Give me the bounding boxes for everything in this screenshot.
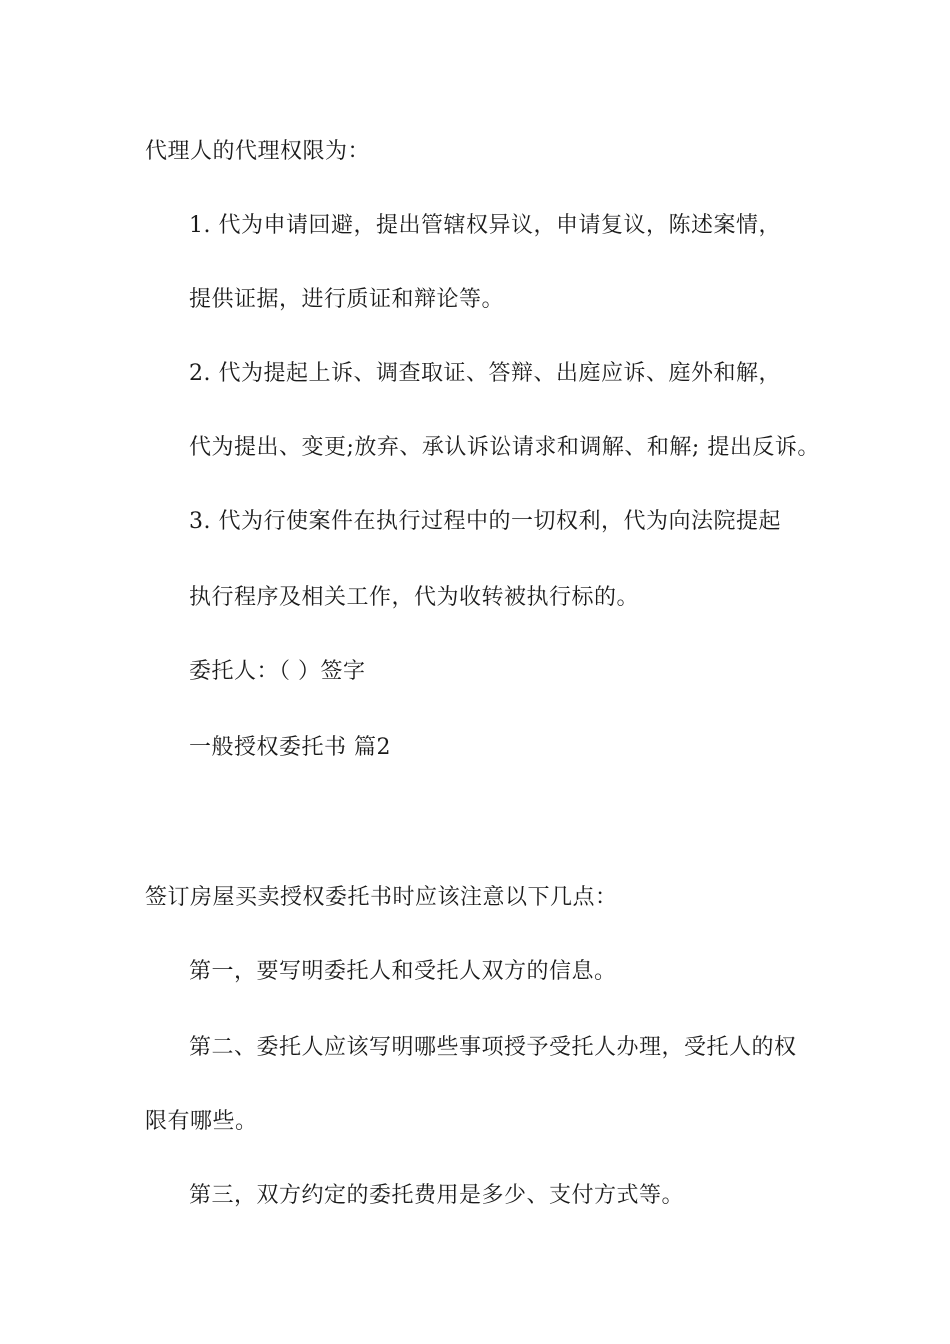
list-item-2-line-1: 2. 代为提起上诉、调查取证、答辩、出庭应诉、庭外和解， — [189, 361, 781, 386]
note-1: 第一，要写明委托人和受托人双方的信息。 — [189, 959, 617, 984]
section-heading: 一般授权委托书 篇2 — [189, 735, 391, 760]
list-item-1-line-1: 1. 代为申请回避，提出管辖权异议，申请复议，陈述案情， — [189, 213, 781, 238]
paragraph-agent-authority-intro: 代理人的代理权限为： — [145, 139, 371, 164]
note-2-line-2: 限有哪些。 — [145, 1109, 258, 1134]
list-item-1-line-2: 提供证据，进行质证和辩论等。 — [189, 287, 505, 312]
list-item-3-line-1: 3. 代为行使案件在执行过程中的一切权利，代为向法院提起 — [189, 509, 781, 534]
signature-line: 委托人：（ ）签字 — [189, 659, 366, 684]
note-3: 第三，双方约定的委托费用是多少、支付方式等。 — [189, 1183, 685, 1208]
list-item-2-line-2: 代为提出、变更;放弃、承认诉讼请求和调解、和解; 提出反诉。 — [189, 435, 820, 460]
note-2-line-1: 第二、委托人应该写明哪些事项授予受托人办理，受托人的权 — [189, 1035, 797, 1060]
list-item-3-line-2: 执行程序及相关工作，代为收转被执行标的。 — [189, 585, 640, 610]
paragraph-notes-intro: 签订房屋买卖授权委托书时应该注意以下几点： — [145, 885, 618, 910]
